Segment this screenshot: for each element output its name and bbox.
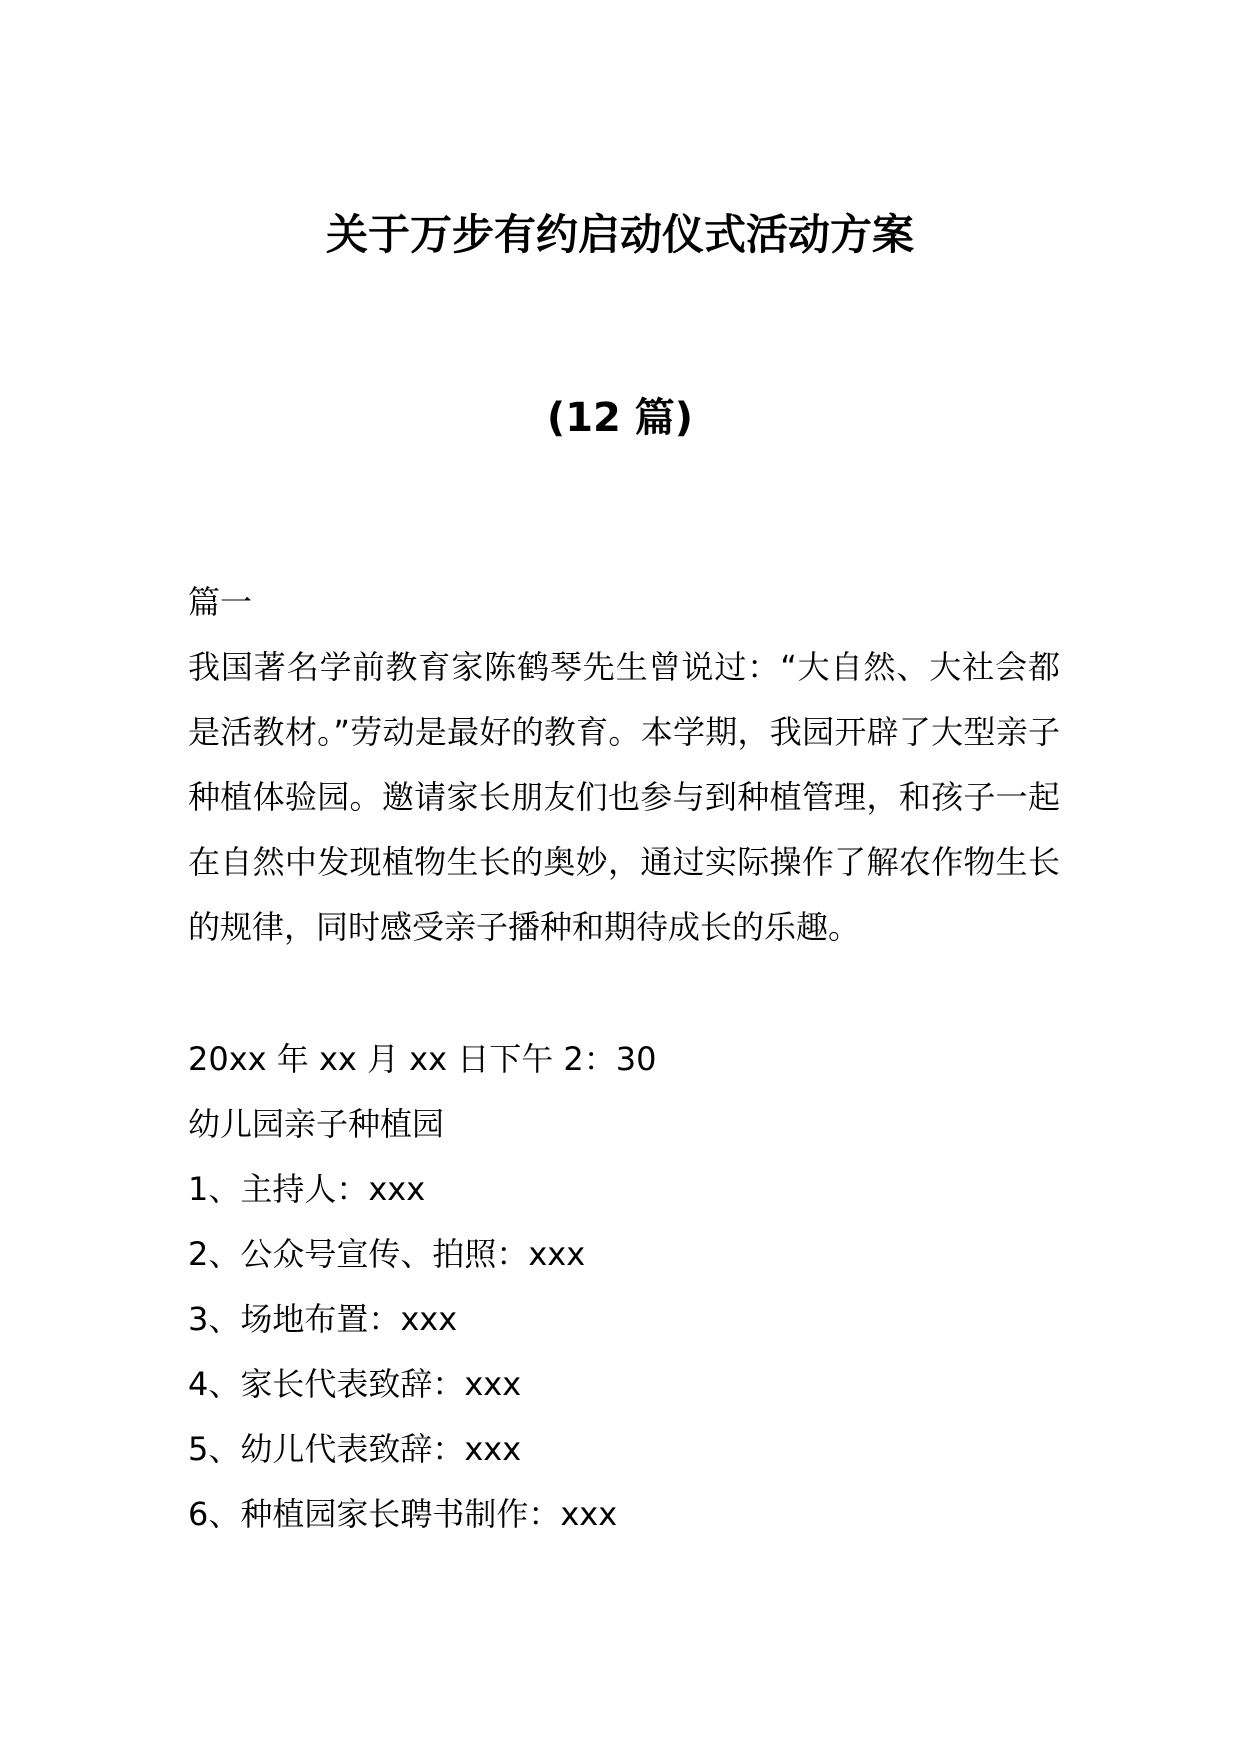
document-subtitle: (12 篇) bbox=[546, 395, 694, 441]
role-list-item: 3、场地布置：xxx bbox=[188, 1300, 458, 1338]
document-title: 关于万步有约启动仪式活动方案 bbox=[325, 210, 914, 259]
role-list-item: 1、主持人：xxx bbox=[188, 1170, 426, 1208]
section-heading: 篇一 bbox=[188, 583, 253, 621]
event-venue-line: 幼儿园亲子种植园 bbox=[188, 1105, 445, 1143]
event-date-line: 20xx 年 xx 月 xx 日下午 2：30 bbox=[188, 1040, 657, 1078]
role-list-item: 4、家长代表致辞：xxx bbox=[188, 1365, 522, 1403]
role-list-item: 2、公众号宣传、拍照：xxx bbox=[188, 1235, 586, 1273]
intro-paragraph: 我国著名学前教育家陈鹤琴先生曾说过：“大自然、大社会都是活教材。”劳动是最好的教育。本学期，我园开辟了大型亲子种植体验园。邀请家长朋友们也参与到种植管理，和孩子一起在自然中发现植物生长的奥妙，通过实际操作了解农作物生长的规律，同时感受亲子播种和期待成长的乐趣。 bbox=[188, 648, 1060, 946]
role-list-item: 6、种植园家长聘书制作：xxx bbox=[188, 1495, 618, 1533]
role-list-item: 5、幼儿代表致辞：xxx bbox=[188, 1430, 522, 1468]
